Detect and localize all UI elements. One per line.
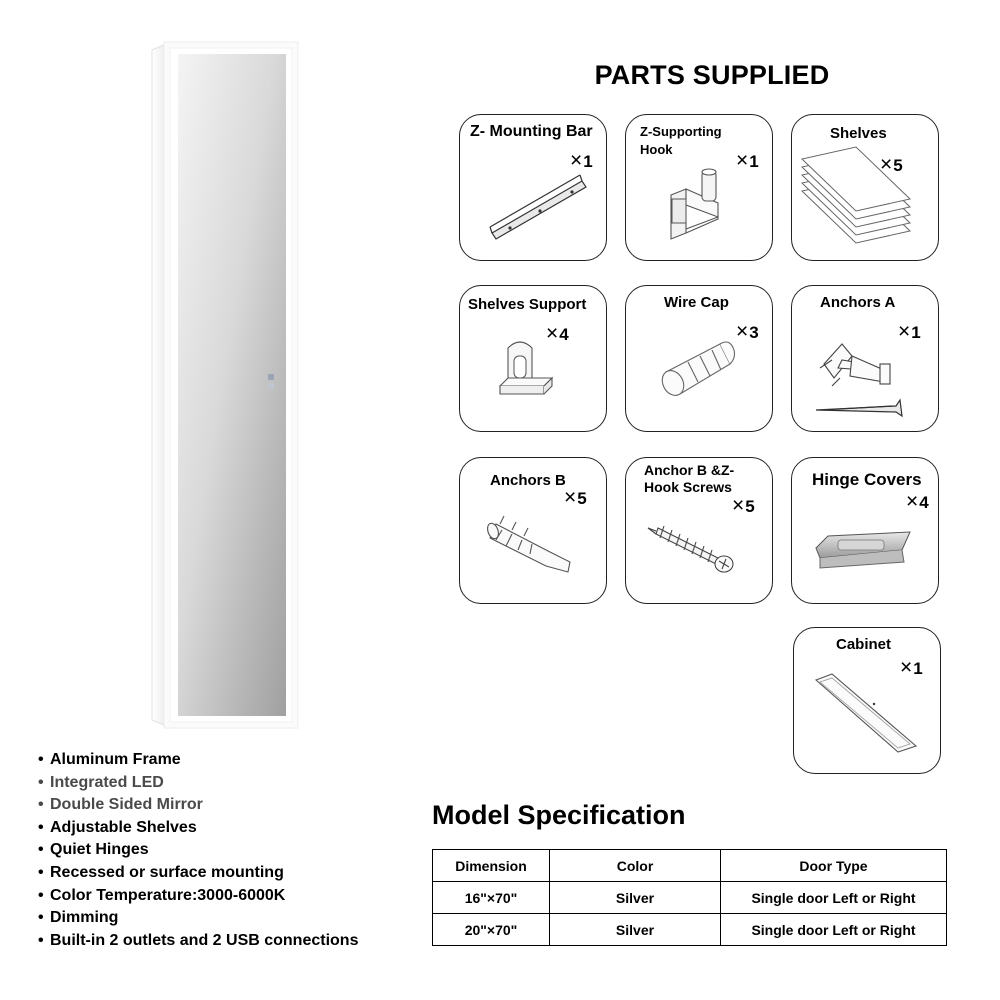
table-header-row bbox=[433, 850, 947, 882]
table-cell: 20"×70" bbox=[433, 914, 550, 946]
feature-item: • Double Sided Mirror bbox=[38, 794, 358, 817]
table-cell: 16"×70" bbox=[433, 882, 550, 914]
feature-item: • Adjustable Shelves bbox=[38, 817, 358, 840]
feature-item: • Recessed or surface mounting bbox=[38, 862, 358, 885]
feature-item: • Built-in 2 outlets and 2 USB connections bbox=[38, 930, 358, 953]
part-name: Z- Mounting Bar bbox=[470, 123, 593, 140]
part-name: Wire Cap bbox=[664, 294, 729, 311]
part-name: Shelves bbox=[830, 125, 887, 142]
parts-supplied-title: PARTS SUPPLIED bbox=[594, 60, 830, 90]
part-card-wire-cap bbox=[625, 285, 773, 432]
part-name: Shelves Support bbox=[468, 296, 587, 313]
part-card-mounting-bar bbox=[459, 114, 607, 261]
feature-list bbox=[38, 749, 358, 952]
part-card-shelf-support bbox=[459, 285, 607, 432]
part-quantity: ×4 bbox=[546, 322, 569, 345]
part-card-screws bbox=[625, 457, 773, 604]
part-quantity: ×5 bbox=[564, 486, 587, 509]
table-row bbox=[433, 914, 947, 946]
part-quantity: ×3 bbox=[736, 320, 759, 343]
model-spec-title: Model Specification bbox=[432, 800, 686, 830]
feature-item: • Dimming bbox=[38, 907, 358, 930]
part-quantity: ×1 bbox=[736, 149, 759, 172]
table-cell: Single door Left or Right bbox=[721, 882, 947, 914]
part-card-anchor-b bbox=[459, 457, 607, 604]
feature-item: • Color Temperature:3000-6000K bbox=[38, 885, 358, 908]
feature-item: • Aluminum Frame bbox=[38, 749, 358, 772]
table-cell: Silver bbox=[550, 914, 721, 946]
column-header: Dimension bbox=[433, 850, 550, 882]
part-quantity: ×5 bbox=[880, 153, 903, 176]
model-spec-table bbox=[432, 849, 947, 946]
part-card-cabinet bbox=[793, 627, 941, 774]
part-name: Z-Supporting Hook bbox=[640, 124, 722, 157]
feature-item: • Quiet Hinges bbox=[38, 839, 358, 862]
part-name: Hinge Covers bbox=[812, 470, 922, 489]
column-header: Color bbox=[550, 850, 721, 882]
part-name: Anchor B &Z-Hook Screws bbox=[644, 462, 735, 495]
cabinet-product-image bbox=[150, 40, 300, 730]
part-card-hinge-covers bbox=[791, 457, 939, 604]
part-name: Anchors A bbox=[820, 294, 896, 311]
table-row bbox=[433, 882, 947, 914]
part-quantity: ×5 bbox=[732, 494, 755, 517]
part-card-anchor-a bbox=[791, 285, 939, 432]
column-header: Door Type bbox=[721, 850, 947, 882]
part-quantity: ×1 bbox=[898, 320, 921, 343]
part-card-shelves bbox=[791, 114, 939, 261]
part-card-supporting-hook bbox=[625, 114, 773, 261]
part-quantity: ×4 bbox=[906, 490, 929, 513]
table-cell: Silver bbox=[550, 882, 721, 914]
part-quantity: ×1 bbox=[900, 656, 923, 679]
feature-item: • Integrated LED bbox=[38, 772, 358, 795]
table-cell: Single door Left or Right bbox=[721, 914, 947, 946]
part-name: Anchors B bbox=[490, 472, 566, 489]
part-name: Cabinet bbox=[836, 636, 892, 653]
part-quantity: ×1 bbox=[570, 149, 593, 172]
